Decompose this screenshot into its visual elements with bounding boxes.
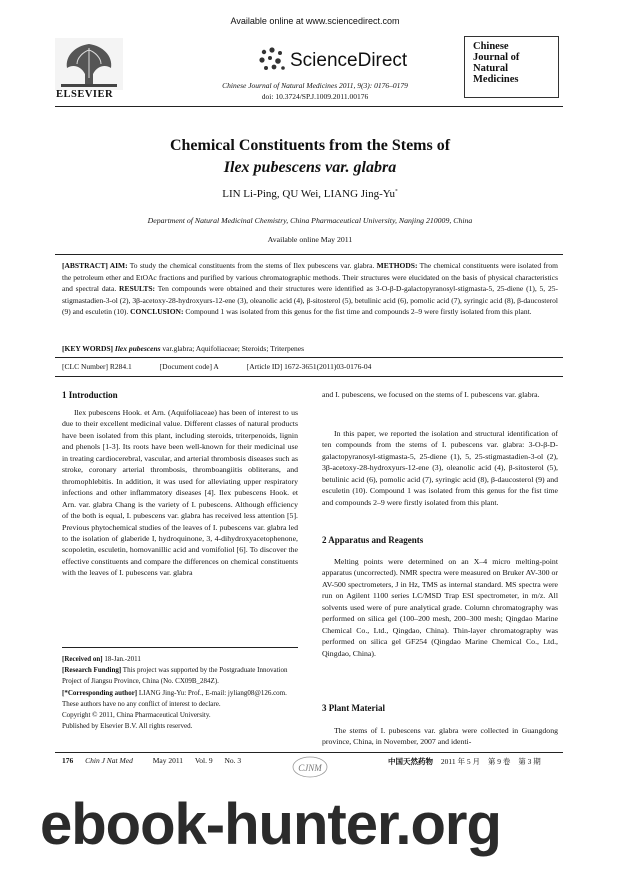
keywords-label: [KEY WORDS] xyxy=(62,344,114,353)
article-id: [Article ID] 1672-3651(2011)03-0176-04 xyxy=(246,362,372,371)
issue-number: No. 3 xyxy=(224,756,242,765)
journal-name-line: Chinese xyxy=(473,41,509,52)
abstract-methods: The chemical constituents were isolated from the petroleum ether and EtOAc fractions and purified by various chromatographic methods. Their structures were elucidated on the basis of physical characteristics and spectral data. xyxy=(62,261,558,293)
corresponding-note xyxy=(62,688,298,699)
cjnm-logo xyxy=(292,756,328,778)
journal-name-box xyxy=(464,36,559,98)
intro-text: Ilex pubescens Hook. et Arn. (Aquifoliaceae) has been of interest to us due to their excellent medicinal value. Different classes of natural products have been isolated from this plant, including steroids, triterpenoids, lignin and phenols [1-3]. Its roots have been well-known for their medicinal use in treating cardiocerebral, vascular, and arterial thrombosis diseases such as stroke, coronary arterial thrombosis, thromboangiitis obliterans, and thromophlebitis. In addition, it was used for alleviating upper respiratory infections and other inflammatory diseases [4]. Ilex pubescens Hook. et Arn. var. glabra Chang is the variety of I. pubescens. Although efficiency of the both is equal, I. pubescens var. glabra has received less attention [5]. Previous phytochemical studies of the leaves of I. pubescens var. glabra led to the isolation of glaberide I, hydroquinone, 3, 4-dihydroxyacetophenone, scopoletin, esculetin, homovanillic acid and vomifoliol [6]. To discover the effective constituents and compare the differences on chemical constituents with the leaves of I. pubescens var. glabra xyxy=(62,408,298,578)
footnotes xyxy=(62,654,298,732)
received-date: 18-Jan.-2011 xyxy=(102,655,141,663)
journal-citation: Chinese Journal of Natural Medicines 2011, 9(3): 0176–0179 xyxy=(222,81,408,90)
footnote-rule xyxy=(62,647,298,648)
keywords xyxy=(62,343,558,354)
corresponding-mark: * xyxy=(395,188,398,195)
journal-name-line: Natural xyxy=(473,63,508,74)
chinese-issue: 第 3 期 xyxy=(518,757,541,766)
page-number: 176 xyxy=(62,756,74,765)
conclusion-label: CONCLUSION: xyxy=(130,307,184,316)
journal-abbreviation: Chin J Nat Med xyxy=(85,756,133,765)
received-label: [Received on] xyxy=(62,655,103,663)
article-title-line2: Ilex pubescens var. glabra xyxy=(223,159,397,176)
clc-number: [CLC Number] R284.1 xyxy=(62,362,132,371)
corresponding-text: LIANG Jing-Yu: Prof., E-mail: jyliang08@126.com. xyxy=(137,688,287,697)
elsevier-tree-logo xyxy=(55,38,123,90)
abstract-text xyxy=(62,260,558,318)
watermark-text: ebook-hunter.org xyxy=(40,792,501,857)
intro-para2-text: In this paper, we reported the isolation and structural identification of ten compounds from the stems of I. pubescens var. glabra: 3-O-β-D-galactopyranosyl-stigmasta-5, 25-diene (1), 5, 25-stigmastadien-3-ol (2), 3β-acetoxy-28-hydroxyurs-12-ene (3), oleanolic acid (4), β-sitosterol (5), betulinic acid (6), pomolic acid (7), syringic acid (8), β-daucosterol (9) and esculetin (10). Compound 1 was isolated from this genus for the fist time and compounds 2–9 were firstly isolated from this plant. xyxy=(322,429,558,507)
author-names: LIN Li-Ping, QU Wei, LIANG Jing-Yu xyxy=(222,188,395,200)
plant-text: The stems of I. pubescens var. glabra were collected in Guangdong province, China, in November, 2007 and identi- xyxy=(322,726,558,747)
authors xyxy=(40,188,580,200)
available-date: Available online May 2011 xyxy=(267,235,353,244)
available-online-line: Available online at www.sciencedirect.com xyxy=(230,16,400,26)
introduction-continued xyxy=(322,389,558,400)
introduction-paragraph xyxy=(62,407,298,579)
chinese-volume: 第 9 卷 xyxy=(487,757,511,766)
doi: doi: 10.3724/SP.J.1009.2011.00176 xyxy=(261,92,369,101)
header-divider xyxy=(55,106,563,107)
abstract-conclusion: Compound 1 was isolated from this genus for the fist time and compounds 2–9 were firstly isolated from this plant. xyxy=(183,307,532,316)
publisher-name: ELSEVIER xyxy=(56,89,114,100)
abstract-bottom-rule xyxy=(55,376,563,377)
abstract-aim: To study the chemical constituents from the stems of Ilex pubescens var. glabra. xyxy=(127,261,377,270)
cjnm-logo-text: CJNM xyxy=(298,763,322,773)
chinese-date: 2011 年 5 月 xyxy=(440,757,480,766)
chinese-journal-title: 中国天然药物 xyxy=(388,757,433,766)
apparatus-paragraph xyxy=(322,556,558,659)
funding-note xyxy=(62,665,298,687)
document-code: [Document code] A xyxy=(159,362,219,371)
introduction-paragraph-2 xyxy=(322,428,558,508)
journal-name-line: Journal of xyxy=(473,52,520,63)
section-heading-plant-material: 3 Plant Material xyxy=(322,703,385,713)
sciencedirect-dots-icon xyxy=(258,46,288,74)
issue-date: May 2011 xyxy=(152,756,184,765)
abstract-top-rule xyxy=(55,254,563,255)
published-note: Published by Elsevier B.V. All rights reserved. xyxy=(62,722,193,731)
article-title-line1: Chemical Constituents from the Stems of xyxy=(169,137,451,154)
section-heading-introduction: 1 Introduction xyxy=(62,390,118,400)
watermark xyxy=(40,790,620,860)
apparatus-text: Melting points were determined on an X–4 micro melting-point apparatus (uncorrected). NMR spectra were measured on Bruker AV-300 or AV-500 spectrometers, J in Hz, TMS as internal standard. MS spectra were run on Agilent 1100 series LC/MSD Trap ESI spectrometer, in m/z. All solvents used were of pure analytical grade. Column chromatography was performed on silica gel (100–200 mesh, 200–300 mesh; Qingdao Marine Chemical Co., Ltd., Qingdao, China). Thin-layer chromatography was performed on silica gel GF254 (Qingdao Marine Chemical Co., Ltd., Qingdao, China). xyxy=(322,557,558,658)
affiliation: Department of Natural Medicinal Chemistry, China Pharmaceutical University, Nanjing 210009, China xyxy=(147,216,473,225)
footer-left xyxy=(62,756,251,765)
funding-label: [Research Funding] xyxy=(62,666,122,675)
abstract-results: Ten compounds were obtained and their structures were identified as 3-O-β-D-galactopyranosyl-stigmasta-5, 25-diene (1), 5, 25-stigmastadien-3-ol (2), 3β-acetoxy-28-hydroxyurs-12-ene (3), oleanolic acid (4), β-sitosterol (5), betulinic acid (6), pomolic acid (7), syringic acid (8), β-daucosterol (9) and esculetin (10). xyxy=(62,284,558,316)
results-label: RESULTS: xyxy=(119,284,156,293)
sciencedirect-wordmark: ScienceDirect xyxy=(290,50,408,71)
classification-row xyxy=(62,362,558,371)
journal-name-line: Medicines xyxy=(473,74,519,85)
section-heading-apparatus: 2 Apparatus and Reagents xyxy=(322,535,424,545)
abstract-mid-rule xyxy=(55,357,563,358)
copyright-note: Copyright © 2011, China Pharmaceutical University. xyxy=(62,711,211,720)
intro-cont-text: and I. pubescens, we focused on the stems of I. pubescens var. glabra. xyxy=(322,390,540,399)
methods-label: METHODS: xyxy=(376,261,418,270)
plant-material-paragraph xyxy=(322,725,558,748)
volume: Vol. 9 xyxy=(194,756,213,765)
corresponding-label: [*Corresponding author] xyxy=(62,688,138,697)
conflict-note: These authors have no any conflict of interest to declare. xyxy=(62,699,221,708)
keywords-list: var.glabra; Aquifoliaceae; Steroids; Triterpenes xyxy=(160,344,305,353)
keywords-species: Ilex pubescens xyxy=(113,344,161,353)
funding-text: This project was supported by the Postgraduate Innovation Project of Jiangsu Province, China (No. CX09B_284Z). xyxy=(62,666,288,686)
footer-right xyxy=(388,756,547,767)
received-note xyxy=(62,654,298,665)
abstract-label: [ABSTRACT] AIM: xyxy=(62,261,128,270)
footer-rule xyxy=(55,752,563,753)
